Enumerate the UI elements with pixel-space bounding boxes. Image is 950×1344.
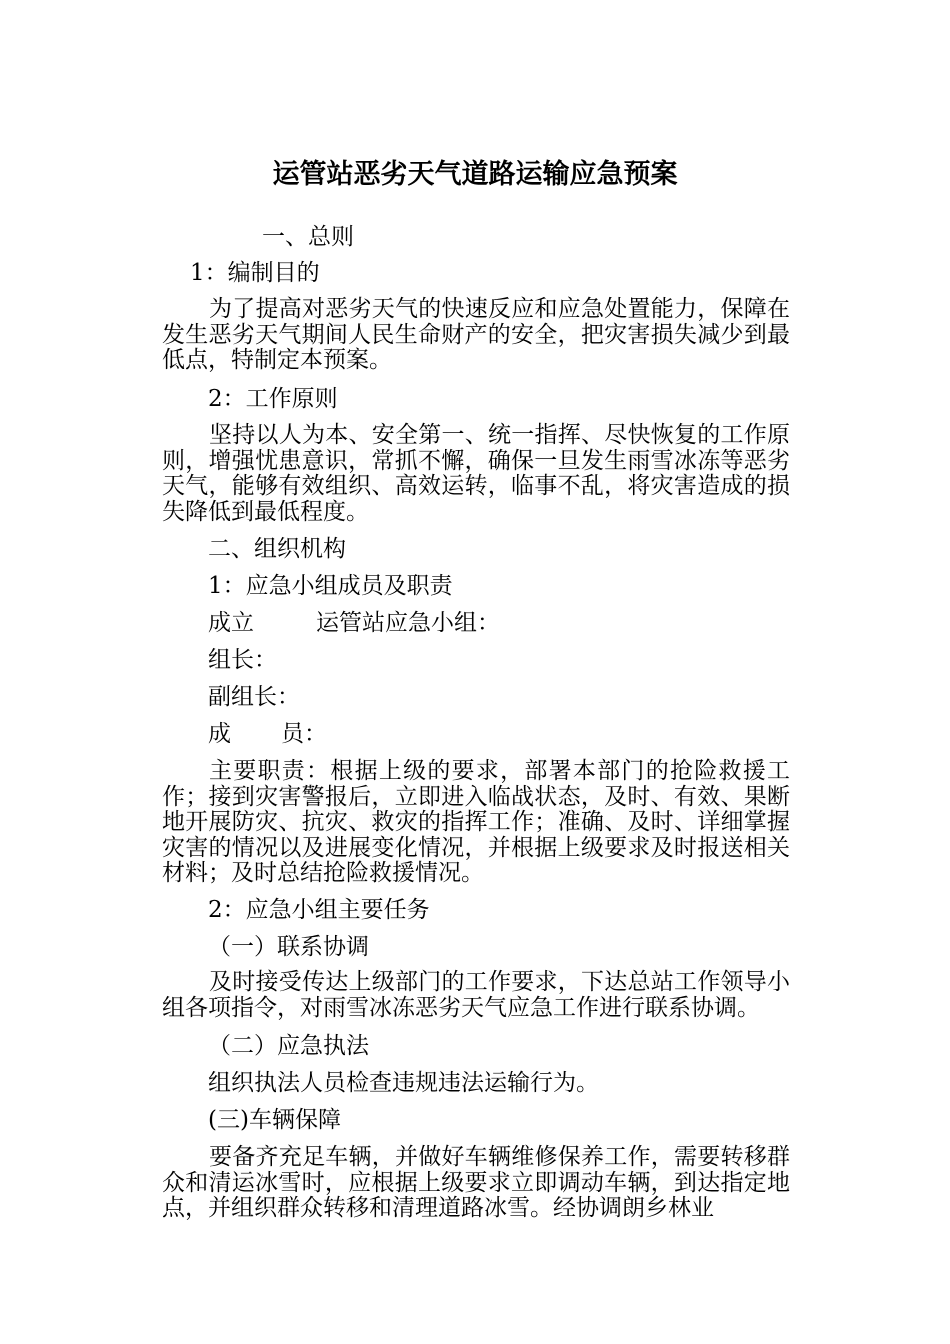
task2-heading: （二）应急执法 (208, 1033, 369, 1059)
duties-paragraph: 主要职责：根据上级的要求，部署本部门的抢险救援工作；接到灾害警报后，立即进入临战状态，及时、有效、果断地开展防灾、抗灾、救灾的指挥工作；准确、及时、详细掌握灾害的情况以及进展变化情况，并根据上级要求及时报送相关材料；及时总结抢险救援情况。 (162, 758, 790, 886)
task1-paragraph: 及时接受传达上级部门的工作要求，下达总站工作领导小组各项指令，对雨雪冰冻恶劣天气应急工作进行联系协调。 (162, 969, 790, 1021)
s1-item2-paragraph: 坚持以人为本、安全第一、统一指挥、尽快恢复的工作原则，增强忧患意识，常抓不懈，确保一旦发生雨雪冰冻等恶劣天气，能够有效组织、高效运转，临事不乱，将灾害造成的损失降低到最低程度。 (162, 422, 790, 525)
s1-item2-heading: 2：工作原则 (208, 386, 338, 412)
leader-label: 组长： (208, 647, 277, 673)
establish-value: 运管站应急小组： (316, 610, 500, 636)
task1-heading: （一）联系协调 (208, 934, 369, 960)
document-title: 运管站恶劣天气道路运输应急预案 (272, 159, 678, 190)
deputy-label: 副组长： (208, 684, 300, 710)
section2-heading: 二、组织机构 (208, 536, 346, 562)
member-label-a: 成 (208, 721, 231, 747)
member-label-b: 员： (281, 721, 327, 747)
s1-item1-paragraph: 为了提高对恶劣天气的快速反应和应急处置能力，保障在发生恶劣天气期间人民生命财产的安全，把灾害损失减少到最低点，特制定本预案。 (162, 296, 790, 373)
s2-item1-heading: 1：应急小组成员及职责 (208, 573, 453, 599)
s1-item1-heading: 1：编制目的 (190, 260, 320, 286)
s2-item2-heading: 2：应急小组主要任务 (208, 897, 430, 923)
member-line (208, 719, 327, 749)
establish-label: 成立 (208, 610, 254, 636)
section1-heading: 一、总则 (262, 224, 354, 250)
establish-line (208, 608, 500, 638)
task3-heading: (三)车辆保障 (208, 1107, 341, 1133)
task2-paragraph: 组织执法人员检查违规违法运输行为。 (208, 1070, 599, 1096)
task3-paragraph: 要备齐充足车辆，并做好车辆维修保养工作，需要转移群众和清运冰雪时，应根据上级要求立即调动车辆，到达指定地点，并组织群众转移和清理道路冰雪。经协调朗乡林业 (162, 1144, 790, 1221)
